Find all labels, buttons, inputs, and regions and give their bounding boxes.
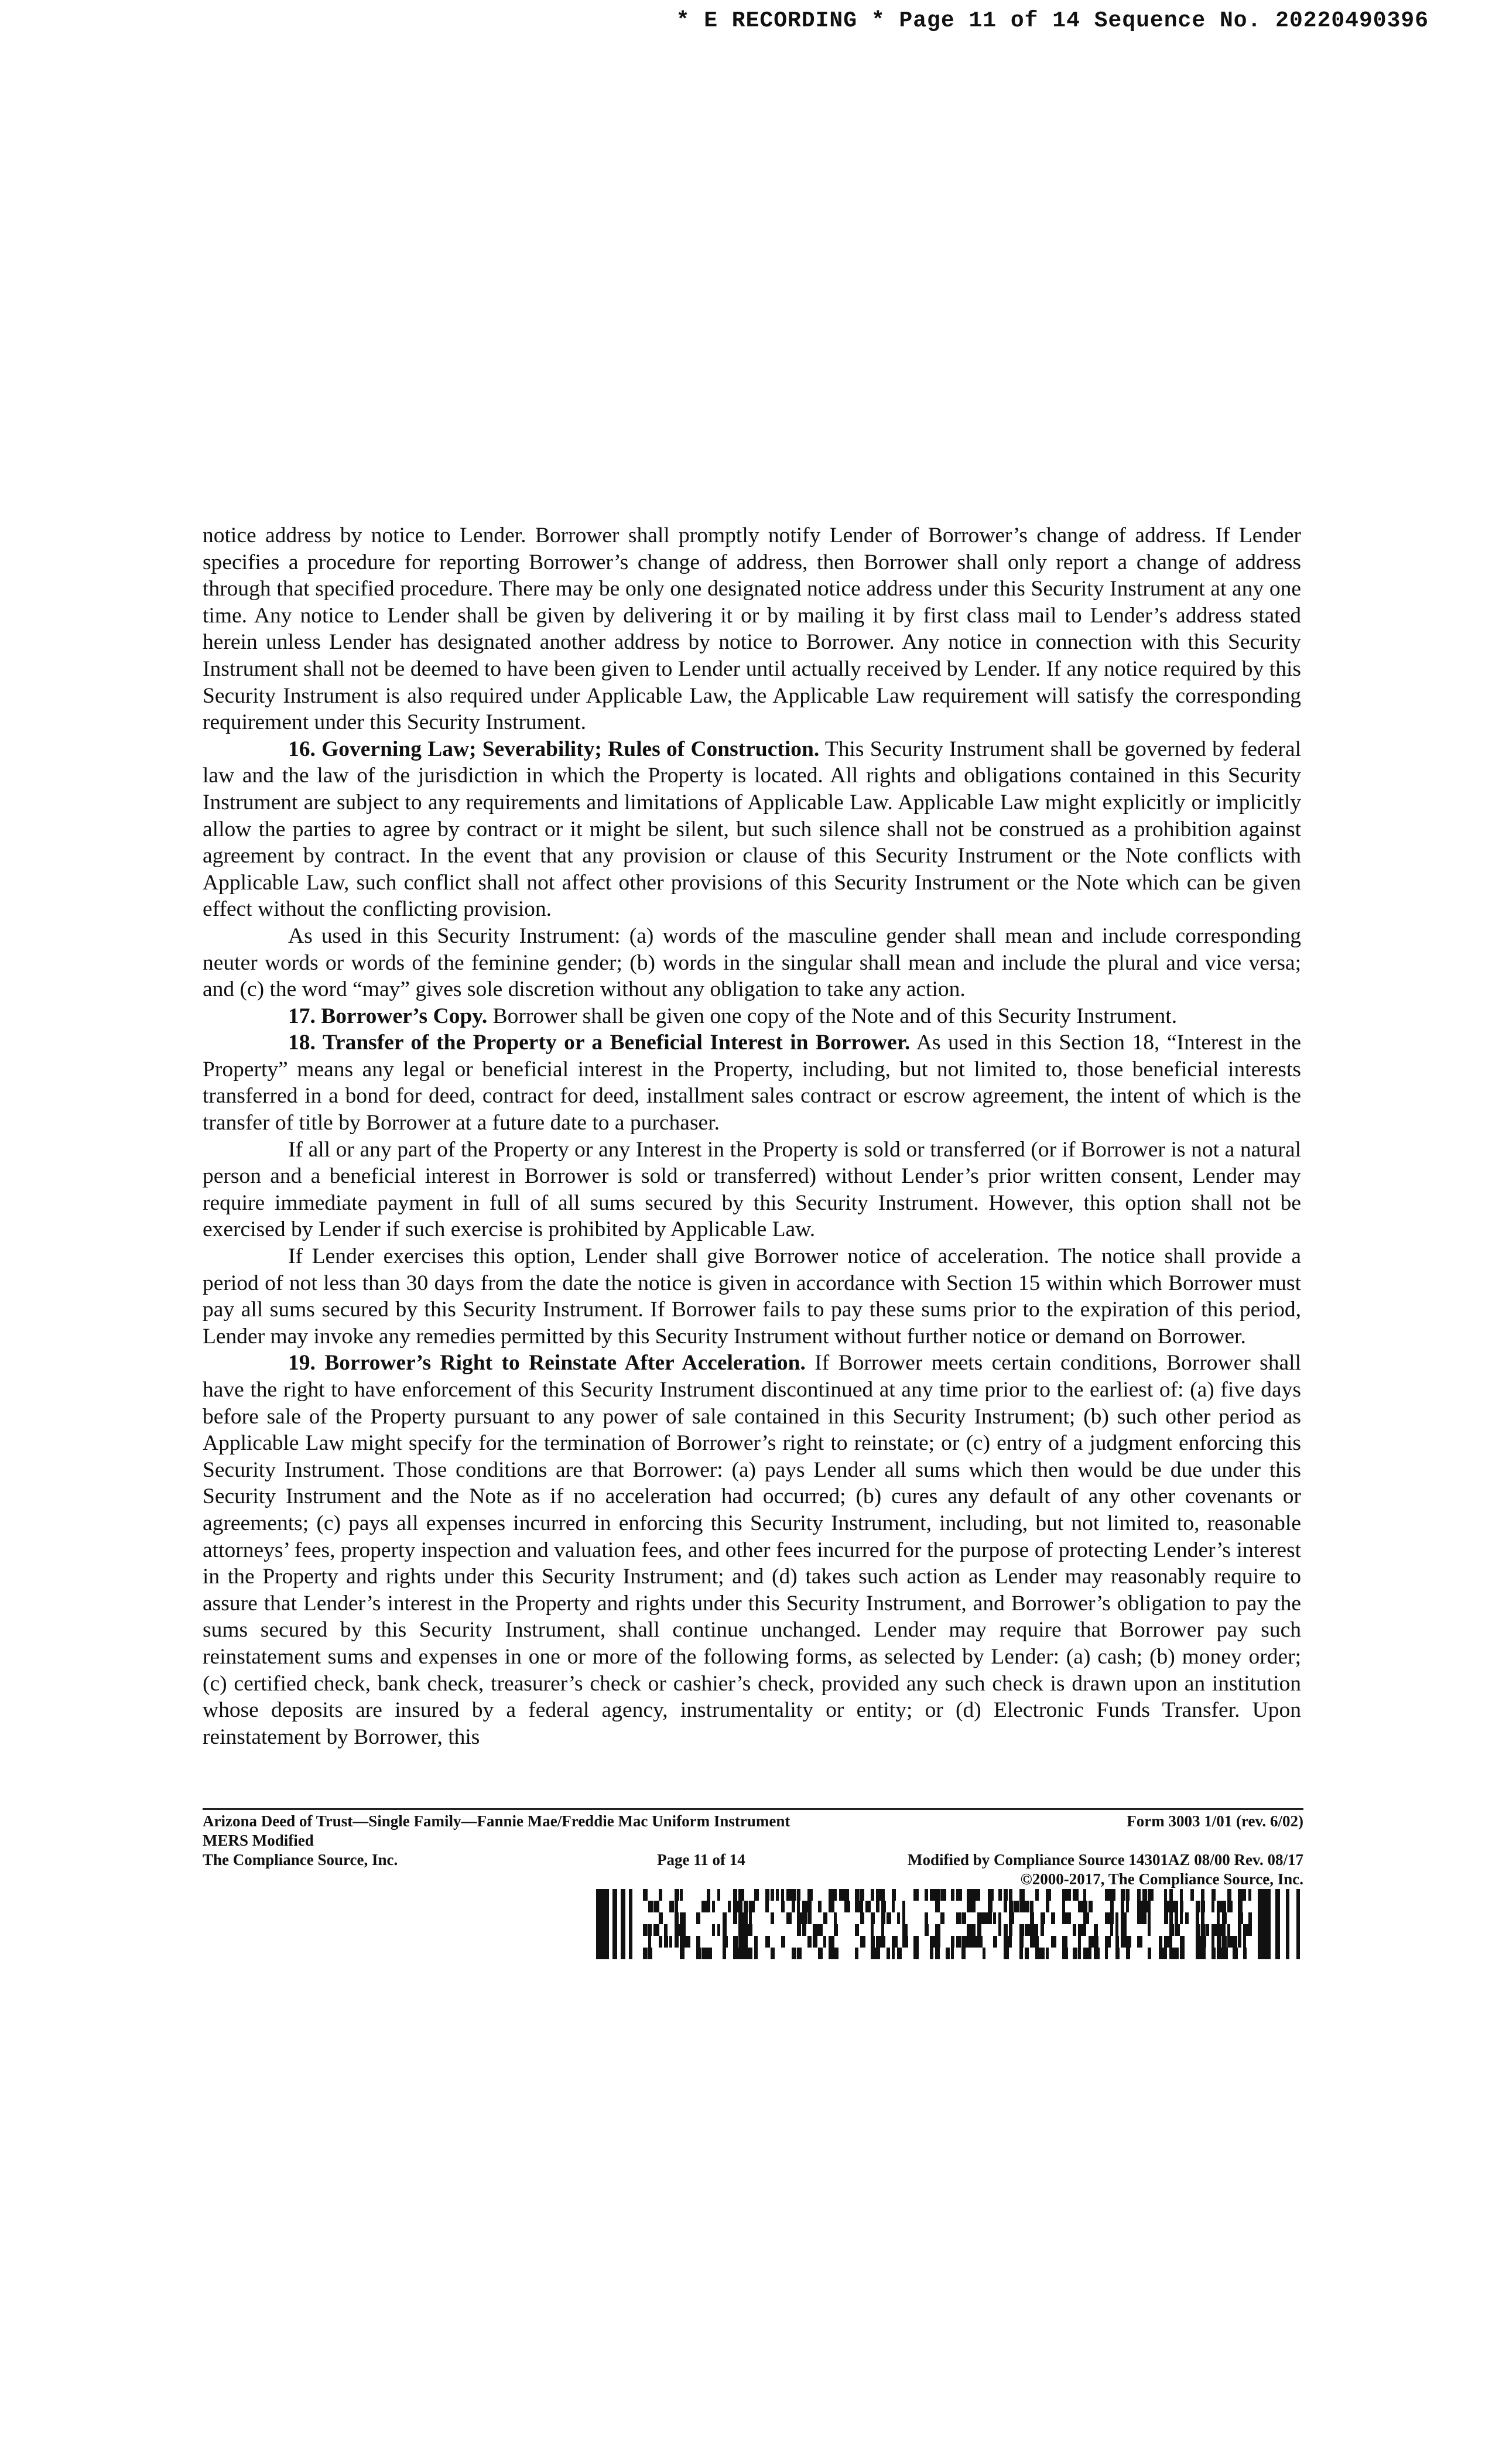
section-18-transfer: If all or any part of the Property or any Interest in the Property is sold or transferred (or if Borrower is not a natural person and a beneficial interest in Borrower is sold or transferred) without Lender’s prior written consent, Lender may require immediate payment in full of all sums secured by this Security Instrument. However, this option shall not be exercised by Lender if such exercise is prohibited by Applicable Law. xyxy=(203,1137,1301,1242)
section-19 xyxy=(203,1350,1301,1750)
footer-divider xyxy=(203,1808,1303,1810)
paragraph-notice-address: notice address by notice to Lender. Borrower shall promptly notify Lender of Borrower’s change of address. If Lender specifies a procedure for reporting Borrower’s change of address, then Borrower shall only report a change of address through that specified procedure. There may be only one designated notice address under this Security Instrument at any one time. Any notice to Lender shall be given by delivering it or by mailing it by first class mail to Lender’s address stated herein unless Lender has designated another address by notice to Borrower. Any notice in connection with this Security Instrument shall not be deemed to have been given to Lender until actually received by Lender. If any notice required by this Security Instrument is also required under Applicable Law, the Applicable Law requirement will satisfy the corresponding requirement under this Security Instrument. xyxy=(203,523,1301,735)
footer-company: The Compliance Source, Inc. xyxy=(203,1851,398,1868)
footer-form-title: Arizona Deed of Trust—Single Family—Fannie Mae/Freddie Mac Uniform Instrument xyxy=(203,1812,790,1830)
barcode-icon xyxy=(596,1889,1303,1959)
section-16-construction: As used in this Security Instrument: (a) words of the masculine gender shall mean and include corresponding neuter words or words of the feminine gender; (b) words in the singular shall mean and include the plural and vice versa; and (c) the word “may” gives sole discretion without any obligation to take any action. xyxy=(203,923,1301,1002)
document-body xyxy=(203,522,1301,1750)
footer-page-number: Page 11 of 14 xyxy=(657,1851,745,1868)
section-17 xyxy=(203,1003,1301,1030)
section-16-heading: 16. Governing Law; Severability; Rules of Construction. xyxy=(288,737,820,761)
section-17-heading: 17. Borrower’s Copy. xyxy=(288,1004,488,1028)
section-18-acceleration: If Lender exercises this option, Lender shall give Borrower notice of acceleration. The notice shall provide a period of not less than 30 days from the date the notice is given in accordance with Section 15 within which Borrower must pay all sums secured by this Security Instrument. If Borrower fails to pay these sums prior to the expiration of this period, Lender may invoke any remedies permitted by this Security Instrument without further notice or demand on Borrower. xyxy=(203,1244,1301,1349)
footer-form-number: Form 3003 1/01 (rev. 6/02) xyxy=(1127,1812,1303,1830)
section-18-text: As used in this Section 18, “Interest in the Property” means any legal or beneficial interest in the Property, including, but not limited to, those beneficial interests transferred in a bond for deed, contract for deed, installment sales contract or escrow agreement, the intent of which is the transfer of title by Borrower at a future date to a purchaser. xyxy=(203,1031,1301,1135)
footer-modified: Modified by Compliance Source 14301AZ 08/00 Rev. 08/17 xyxy=(907,1851,1303,1868)
section-19-heading: 19. Borrower’s Right to Reinstate After Acceleration. xyxy=(288,1351,806,1375)
section-16 xyxy=(203,736,1301,923)
section-16-text: This Security Instrument shall be governed by federal law and the law of the jurisdiction in which the Property is located. All rights and obligations contained in this Security Instrument are subject to any requirements and limitations of Applicable Law. Applicable Law might explicitly or implicitly allow the parties to agree by contract or it might be silent, but such silence shall not be construed as a prohibition against agreement by contract. In the event that any provision or clause of this Security Instrument or the Note conflicts with Applicable Law, such conflict shall not affect other provisions of this Security Instrument or the Note which can be given effect without the conflicting provision. xyxy=(203,737,1301,922)
section-18 xyxy=(203,1029,1301,1136)
footer-copyright: ©2000-2017, The Compliance Source, Inc. xyxy=(1020,1870,1303,1888)
recording-stamp: * E RECORDING * Page 11 of 14 Sequence No. 20220490396 xyxy=(676,8,1429,33)
section-18-heading: 18. Transfer of the Property or a Beneficial Interest in Borrower. xyxy=(288,1031,911,1055)
footer-mers: MERS Modified xyxy=(203,1832,314,1849)
section-19-text: If Borrower meets certain conditions, Borrower shall have the right to have enforcement of this Security Instrument discontinued at any time prior to the earliest of: (a) five days before sale of the Property pursuant to any power of sale contained in this Security Instrument; (b) such other period as Applicable Law might specify for the termination of Borrower’s right to reinstate; or (c) entry of a judgment enforcing this Security Instrument. Those conditions are that Borrower: (a) pays Lender all sums which then would be due under this Security Instrument and the Note as if no acceleration had occurred; (b) cures any default of any other covenants or agreements; (c) pays all expenses incurred in enforcing this Security Instrument, including, but not limited to, reasonable attorneys’ fees, property inspection and valuation fees, and other fees incurred for the purpose of protecting Lender’s interest in the Property and rights under this Security Instrument; and (d) takes such action as Lender may reasonably require to assure that Lender’s interest in the Property and rights under this Security Instrument, and Borrower’s obligation to pay the sums secured by this Security Instrument, shall continue unchanged. Lender may require that Borrower pay such reinstatement sums and expenses in one or more of the following forms, as selected by Lender: (a) cash; (b) money order; (c) certified check, bank check, treasurer’s check or cashier’s check, provided any such check is drawn upon an institution whose deposits are insured by a federal agency, instrumentality or entity; or (d) Electronic Funds Transfer. Upon reinstatement by Borrower, this xyxy=(203,1351,1301,1749)
page-footer xyxy=(203,1812,1303,1889)
section-17-text: Borrower shall be given one copy of the Note and of this Security Instrument. xyxy=(487,1004,1178,1028)
